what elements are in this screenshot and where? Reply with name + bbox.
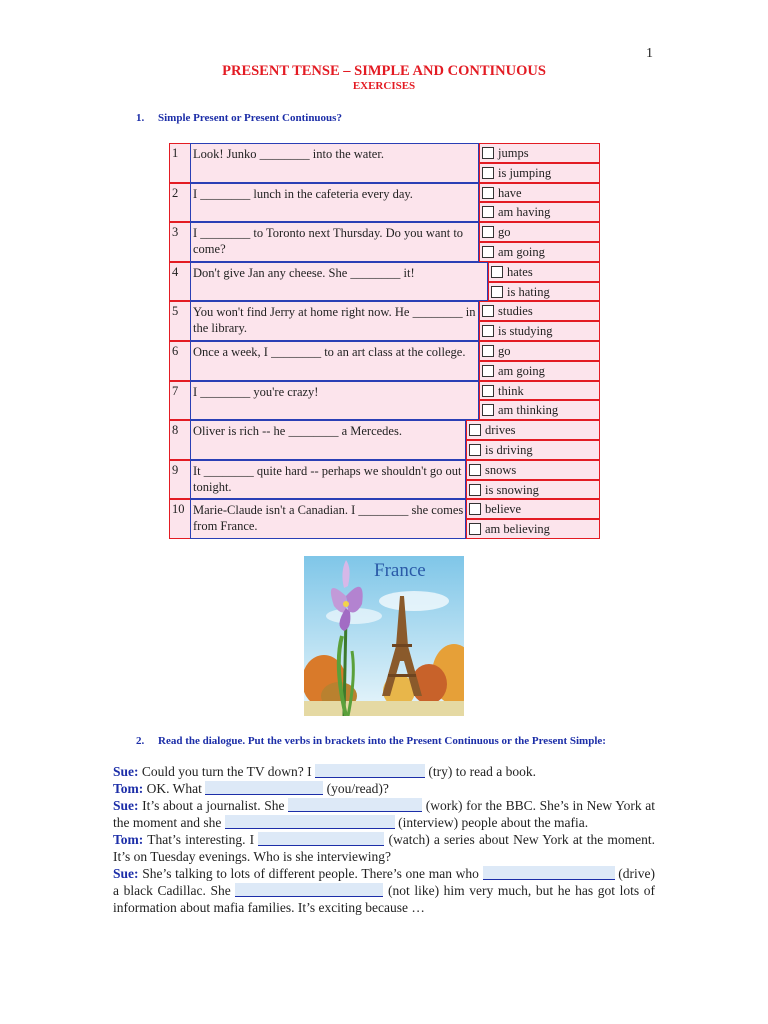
exercise-row <box>169 420 600 460</box>
checkbox-icon[interactable] <box>482 167 494 179</box>
item-sentence: I ________ you're crazy! <box>190 381 479 421</box>
speaker-label: Sue: <box>113 764 139 779</box>
item-number: 5 <box>169 301 191 341</box>
option-label: am believing <box>485 522 550 537</box>
answer-option[interactable] <box>488 262 600 282</box>
answer-option[interactable] <box>466 519 600 539</box>
answer-option[interactable] <box>479 202 600 222</box>
option-label: jumps <box>498 146 529 160</box>
checkbox-icon[interactable] <box>469 503 481 515</box>
answer-option[interactable] <box>466 460 600 480</box>
speaker-label: Sue: <box>113 798 139 813</box>
dialogue-text: (you/read)? <box>326 781 389 796</box>
dialogue-text: Could you turn the TV down? I <box>141 764 312 779</box>
answer-option[interactable] <box>479 163 600 183</box>
dialogue-text: (watch) a series about New York at the moment. It’s on Tuesday evenings. Who is she interviewing? <box>113 832 656 864</box>
option-label: have <box>498 185 522 200</box>
exercise-row <box>169 341 600 381</box>
speaker-label: Sue: <box>113 866 139 881</box>
item-sentence: I ________ lunch in the cafeteria every day. <box>190 183 479 223</box>
dialogue-text: (try) to read a book. <box>428 764 536 779</box>
page-subtitle: EXERCISES <box>352 80 416 92</box>
answer-gap[interactable] <box>288 798 422 812</box>
option-label: hates <box>507 264 533 279</box>
dialogue-line <box>113 780 655 797</box>
dialogue-text: She’s talking to lots of different people. There’s one man who <box>142 866 479 881</box>
answer-gap[interactable] <box>258 832 384 846</box>
option-label: am having <box>498 205 551 220</box>
option-label: am thinking <box>498 403 559 418</box>
answer-option[interactable] <box>479 341 600 361</box>
option-label: is snowing <box>485 482 539 497</box>
answer-option[interactable] <box>479 361 600 381</box>
checkbox-icon[interactable] <box>491 266 503 278</box>
item-sentence: Once a week, I ________ to an art class at the college. <box>190 341 479 381</box>
item-sentence: Oliver is rich -- he ________ a Mercedes. <box>190 420 466 460</box>
checkbox-icon[interactable] <box>469 484 481 496</box>
answer-option[interactable] <box>479 400 600 420</box>
option-label: believe <box>485 502 522 517</box>
answer-option[interactable] <box>479 222 600 242</box>
dialogue-text: It’s about a journalist. She <box>142 798 285 813</box>
answer-option[interactable] <box>479 183 600 203</box>
dialogue-text: OK. What <box>146 781 202 796</box>
france-illustration <box>304 556 464 716</box>
item-number: 1 <box>169 143 191 183</box>
checkbox-icon[interactable] <box>482 305 494 317</box>
section2-title: Read the dialogue. Put the verbs in brackets into the Present Continuous or the Present Simple: <box>158 735 606 747</box>
checkbox-icon[interactable] <box>482 246 494 258</box>
answer-gap[interactable] <box>235 883 383 897</box>
option-label: is hating <box>507 284 550 299</box>
item-sentence: Marie-Claude isn't a Canadian. I ________ she comes from France. <box>190 499 466 539</box>
dialogue-line <box>113 797 655 831</box>
exercise-table <box>169 143 600 539</box>
dialogue <box>113 763 655 916</box>
checkbox-icon[interactable] <box>469 424 481 436</box>
answer-option[interactable] <box>466 420 600 440</box>
option-label: snows <box>485 462 517 477</box>
dialogue-text: (work) for the BBC. She’s in New York at the moment and she <box>113 798 655 830</box>
dialogue-line <box>113 831 655 865</box>
section1-heading <box>136 112 342 124</box>
checkbox-icon[interactable] <box>482 226 494 238</box>
answer-option[interactable] <box>466 440 600 460</box>
option-label: drives <box>485 423 516 438</box>
option-label: go <box>498 343 511 358</box>
answer-gap[interactable] <box>483 866 615 880</box>
section1-number: 1. <box>136 112 145 124</box>
option-label: is jumping <box>498 165 552 180</box>
exercise-row <box>169 222 600 262</box>
checkbox-icon[interactable] <box>482 365 494 377</box>
option-label: go <box>498 225 511 240</box>
section1-title: Simple Present or Present Continuous? <box>158 112 342 124</box>
answer-option[interactable] <box>479 301 600 321</box>
checkbox-icon[interactable] <box>469 464 481 476</box>
answer-gap[interactable] <box>315 764 425 778</box>
exercise-row <box>169 301 600 341</box>
answer-option[interactable] <box>466 499 600 519</box>
item-sentence: It ________ quite hard -- perhaps we shouldn't go out tonight. <box>190 460 466 500</box>
france-poster-image <box>304 556 464 716</box>
checkbox-icon[interactable] <box>482 206 494 218</box>
checkbox-icon[interactable] <box>482 187 494 199</box>
item-sentence: I ________ to Toronto next Thursday. Do you want to come? <box>190 222 479 262</box>
checkbox-icon[interactable] <box>482 325 494 337</box>
page-title: PRESENT TENSE – SIMPLE AND CONTINUOUS <box>222 63 546 79</box>
item-number: 7 <box>169 381 191 421</box>
item-number: 6 <box>169 341 191 381</box>
exercise-row <box>169 499 600 539</box>
checkbox-icon[interactable] <box>469 444 481 456</box>
dialogue-line <box>113 865 655 916</box>
item-sentence: You won't find Jerry at home right now. He ________ in the library. <box>190 301 479 341</box>
section2-heading <box>136 735 655 748</box>
item-sentence: Look! Junko ________ into the water. <box>190 143 479 183</box>
answer-option[interactable] <box>479 321 600 341</box>
exercise-row <box>169 262 600 302</box>
option-label: is studying <box>498 324 553 339</box>
section2-number: 2. <box>136 735 145 747</box>
option-label: am going <box>498 244 545 259</box>
checkbox-icon[interactable] <box>482 345 494 357</box>
checkbox-icon[interactable] <box>491 286 503 298</box>
dialogue-text: (interview) people about the mafia. <box>398 815 589 830</box>
dialogue-text: That’s interesting. I <box>147 832 255 847</box>
option-label: think <box>498 383 524 398</box>
answer-option[interactable] <box>479 143 600 163</box>
checkbox-icon[interactable] <box>482 147 494 159</box>
dialogue-text: (drive) a black Cadillac. She <box>113 866 655 898</box>
checkbox-icon[interactable] <box>482 385 494 397</box>
item-number: 3 <box>169 222 191 262</box>
speaker-label: Tom: <box>113 781 144 796</box>
item-number: 2 <box>169 183 191 223</box>
poster-caption: France <box>374 560 426 581</box>
answer-option[interactable] <box>479 242 600 262</box>
answer-option[interactable] <box>488 282 600 302</box>
dialogue-line <box>113 763 655 780</box>
checkbox-icon[interactable] <box>469 523 481 535</box>
checkbox-icon[interactable] <box>482 404 494 416</box>
option-label: studies <box>498 304 533 319</box>
item-number: 4 <box>169 262 191 302</box>
exercise-row <box>169 460 600 500</box>
page-number: 1 <box>646 46 653 61</box>
answer-option[interactable] <box>479 381 600 401</box>
exercise-row <box>169 183 600 223</box>
answer-gap[interactable] <box>225 815 395 829</box>
option-label: am going <box>498 363 545 378</box>
dialogue-text: (not like) him very much, but he has got lots of information about mafia families. It’s exciting because … <box>113 883 655 915</box>
answer-option[interactable] <box>466 480 600 500</box>
item-number: 8 <box>169 420 191 460</box>
speaker-label: Tom: <box>113 832 144 847</box>
item-sentence: Don't give Jan any cheese. She ________ it! <box>190 262 488 302</box>
item-number: 9 <box>169 460 191 500</box>
exercise-row <box>169 381 600 421</box>
exercise-row <box>169 143 600 183</box>
item-number: 10 <box>169 499 191 539</box>
answer-gap[interactable] <box>205 781 323 795</box>
option-label: is driving <box>485 442 533 457</box>
